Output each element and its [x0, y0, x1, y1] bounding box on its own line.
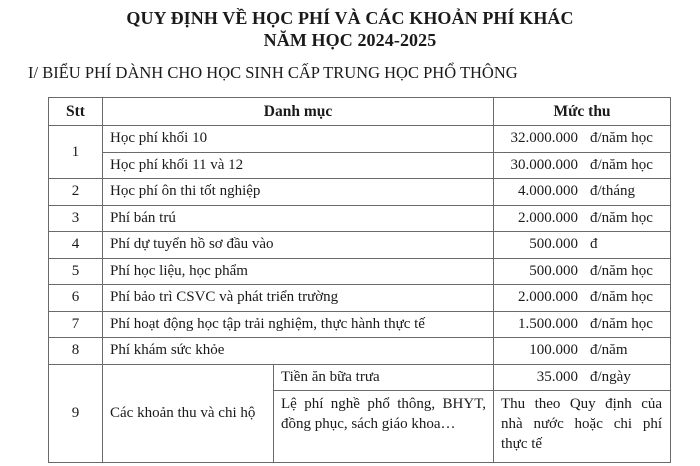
amount-unit: đ/năm học: [590, 289, 653, 306]
amount-value: 2.000.000: [518, 209, 579, 226]
row-amount: [494, 285, 671, 312]
header-category: Danh mục: [103, 98, 494, 126]
amount-value: 35.000: [536, 368, 579, 385]
table-row: [49, 152, 671, 179]
amount-unit: đ/năm: [590, 342, 628, 359]
row-stt: 3: [49, 205, 103, 232]
amount-unit: đ/năm học: [590, 130, 653, 147]
amount-value: 4.000.000: [518, 183, 579, 200]
row-amount: [494, 338, 671, 365]
section-heading: I/ BIỂU PHÍ DÀNH CHO HỌC SINH CẤP TRUNG HỌC PHỔ THÔNG: [28, 63, 518, 82]
document-title: QUY ĐỊNH VỀ HỌC PHÍ VÀ CÁC KHOẢN PHÍ KHÁC: [126, 8, 574, 28]
amount-value: 100.000: [529, 342, 579, 359]
row-amount: [494, 205, 671, 232]
amount-note: Thu theo Quy định của nhà nước hoặc chi phí thực tế: [494, 391, 671, 463]
row-group-name: Các khoản thu và chi hộ: [103, 364, 274, 463]
amount-unit: đ/năm học: [590, 156, 653, 173]
row-stt: 1: [49, 126, 103, 179]
table-row: [49, 258, 671, 285]
table-row: [49, 338, 671, 365]
table-row: [49, 179, 671, 206]
row-stt: 6: [49, 285, 103, 312]
row-name: Phí bảo trì CSVC và phát triển trường: [103, 285, 494, 312]
row-amount: [494, 152, 671, 179]
row-stt: 4: [49, 232, 103, 259]
fee-table: [48, 97, 671, 463]
amount-unit: đ/tháng: [590, 183, 636, 200]
sub-item-name: Tiền ăn bữa trưa: [274, 364, 494, 391]
amount-unit: đ/năm học: [590, 315, 653, 332]
table-row: [49, 311, 671, 338]
row-name: Phí bán trú: [103, 205, 494, 232]
header-stt: Stt: [49, 98, 103, 126]
amount-value: 500.000: [529, 262, 579, 279]
sub-item-name: Lệ phí nghề phổ thông, BHYT, đồng phục, sách giáo khoa…: [274, 391, 494, 463]
row-amount: [494, 232, 671, 259]
table-row: [49, 126, 671, 153]
row-amount: [494, 126, 671, 153]
row-stt: 5: [49, 258, 103, 285]
amount-value: 2.000.000: [518, 289, 579, 306]
row-amount: [494, 311, 671, 338]
row-name: Phí dự tuyển hồ sơ đầu vào: [103, 232, 494, 259]
amount-unit: đ/năm học: [590, 209, 653, 226]
row-name: Phí khám sức khỏe: [103, 338, 494, 365]
row-name: Phí hoạt động học tập trải nghiệm, thực hành thực tế: [103, 311, 494, 338]
row-name: Học phí khối 10: [103, 126, 494, 153]
table-row: [49, 364, 671, 391]
row-amount: [494, 179, 671, 206]
row-stt: 2: [49, 179, 103, 206]
amount-value: 30.000.000: [510, 156, 579, 173]
table-row: [49, 232, 671, 259]
header-amount: Mức thu: [494, 98, 671, 126]
row-name: Học phí ôn thi tốt nghiệp: [103, 179, 494, 206]
row-stt: 7: [49, 311, 103, 338]
amount-unit: đ: [590, 236, 598, 253]
amount-unit: đ/ngày: [590, 368, 631, 385]
table-header-row: [49, 98, 671, 126]
row-stt: 8: [49, 338, 103, 365]
row-amount: [494, 364, 671, 391]
row-name: Học phí khối 11 và 12: [103, 152, 494, 179]
row-name: Phí học liệu, học phẩm: [103, 258, 494, 285]
table-row: [49, 285, 671, 312]
row-stt: 9: [49, 364, 103, 463]
amount-unit: đ/năm học: [590, 262, 653, 279]
table-row: [49, 205, 671, 232]
row-amount: [494, 258, 671, 285]
amount-value: 32.000.000: [510, 130, 579, 147]
school-year-title: NĂM HỌC 2024-2025: [263, 30, 437, 50]
amount-value: 500.000: [529, 236, 579, 253]
amount-value: 1.500.000: [518, 315, 579, 332]
